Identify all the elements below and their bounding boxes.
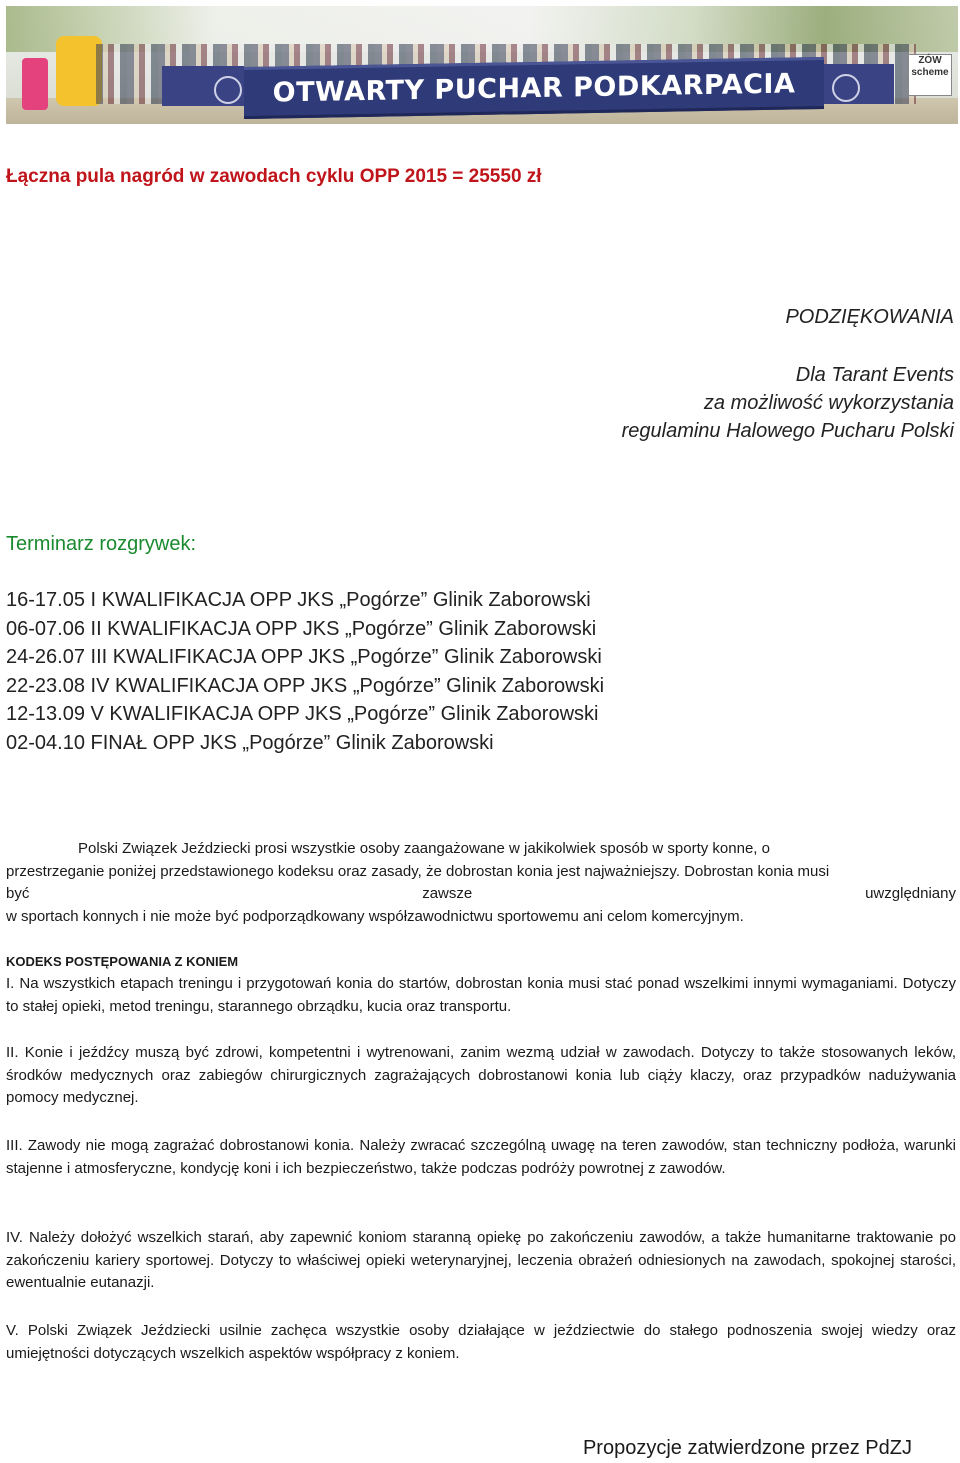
banner-pink-obstacle [22, 58, 48, 110]
intro-line: w sportach konnych i nie może być podporządkowany współzawodnictwu sportowemu ani celom komercyjnym. [6, 907, 744, 925]
thanks-text [622, 361, 954, 445]
thanks-line: Dla Tarant Events [795, 364, 954, 386]
approval-footer: Propozycje zatwierdzone przez PdZJ [582, 1437, 912, 1459]
code-point: IV. Należy dołożyć wszelkich starań, aby zapewnić koniom staranną opiekę po zakończeniu zawodów, a także humanitarne traktowanie po zakończeniu kariery sportowej. Dotyczy to właściwej opieki weterynaryjnej, leczenia obrażeń odniesionych na zawodach, spokojnej starości, ewentualnie eutanazji. [6, 1229, 956, 1291]
code-point: I. Na wszystkich etapach treningu i przygotowań konia do startów, dobrostan konia musi stać ponad wszelkimi innymi wymaganiami. Dotyczy to stałej opieki, metod treningu, starannego obrządku, kucia oraz transportu. [6, 975, 956, 1015]
banner-sign-text: OTWARTY PUCHAR PODKARPACIA [272, 67, 796, 109]
intro-word: zawsze [422, 885, 473, 902]
sponsor-sign: ZÓW scheme [908, 54, 952, 96]
intro-word: uwzględniany [865, 885, 956, 902]
schedule-item: 16-17.05 I KWALIFIKACJA OPP JKS „Pogórze” Glinik Zaborowski [6, 589, 591, 611]
intro-line: Polski Związek Jeździecki prosi wszystkie osoby zaangażowane w jakikolwiek sposób w sporty konne, o [78, 840, 770, 857]
intro-word: być [6, 885, 30, 902]
intro-paragraph [6, 838, 956, 928]
horse-logo-icon [832, 74, 860, 102]
schedule-list [6, 586, 604, 757]
schedule-item: 02-04.10 FINAŁ OPP JKS „Pogórze” Glinik Zaborowski [6, 731, 494, 754]
schedule-item: 22-23.08 IV KWALIFIKACJA OPP JKS „Pogórze” Glinik Zaborowski [6, 674, 605, 697]
thanks-line: regulaminu Halowego Pucharu Polski [621, 420, 954, 442]
header-banner-photo [6, 6, 958, 124]
schedule-item: 06-07.06 II KWALIFIKACJA OPP JKS „Pogórze” Glinik Zaborowski [6, 617, 597, 640]
code-point: V. Polski Związek Jeździecki usilnie zachęca wszystkie osoby działające w jeździectwie do stałego podnoszenia swojej wiedzy oraz umiejętności dotyczących wszelkich aspektów współpracy z koniem. [6, 1322, 956, 1362]
intro-line: przestrzeganie poniżej przedstawionego kodeksu oraz zasady, że dobrostan konia jest najważniejszy. Dobrostan konia musi [6, 862, 830, 880]
schedule-title: Terminarz rozgrywek: [6, 533, 197, 555]
banner-sign [244, 57, 824, 119]
schedule-item: 12-13.09 V KWALIFIKACJA OPP JKS „Pogórze” Glinik Zaborowski [6, 703, 599, 725]
horse-logo-icon [214, 76, 242, 104]
schedule-item: 24-26.07 III KWALIFIKACJA OPP JKS „Pogórze” Glinik Zaborowski [6, 646, 602, 668]
intro-line-spread [6, 883, 956, 906]
code-point: II. Konie i jeźdźcy muszą być zdrowi, kompetentni i wytrenowani, zanim wezmą udział w zawodach. Dotyczy to także stosowanych leków, środków medycznych oraz zabiegów chirurgicznych zagrażających dobrostanowi konia lub ciąży klaczy, oraz przypadków nadużywania pomocy medycznej. [6, 1044, 956, 1106]
prize-pool-line: Łączna pula nagród w zawodach cyklu OPP 2015 = 25550 zł [6, 166, 542, 187]
thanks-heading: PODZIĘKOWANIA [785, 306, 954, 328]
thanks-line: za możliwość wykorzystania [703, 392, 954, 414]
code-point: III. Zawody nie mogą zagrażać dobrostanowi konia. Należy zwracać szczególną uwagę na teren zawodów, stan techniczny podłoża, warunki stajenne i atmosferyczne, kondycję koni i ich bezpieczeństwo, także podczas podróży powrotnej z zawodów. [6, 1137, 956, 1177]
code-title: KODEKS POSTĘPOWANIA Z KONIEM [6, 954, 239, 969]
